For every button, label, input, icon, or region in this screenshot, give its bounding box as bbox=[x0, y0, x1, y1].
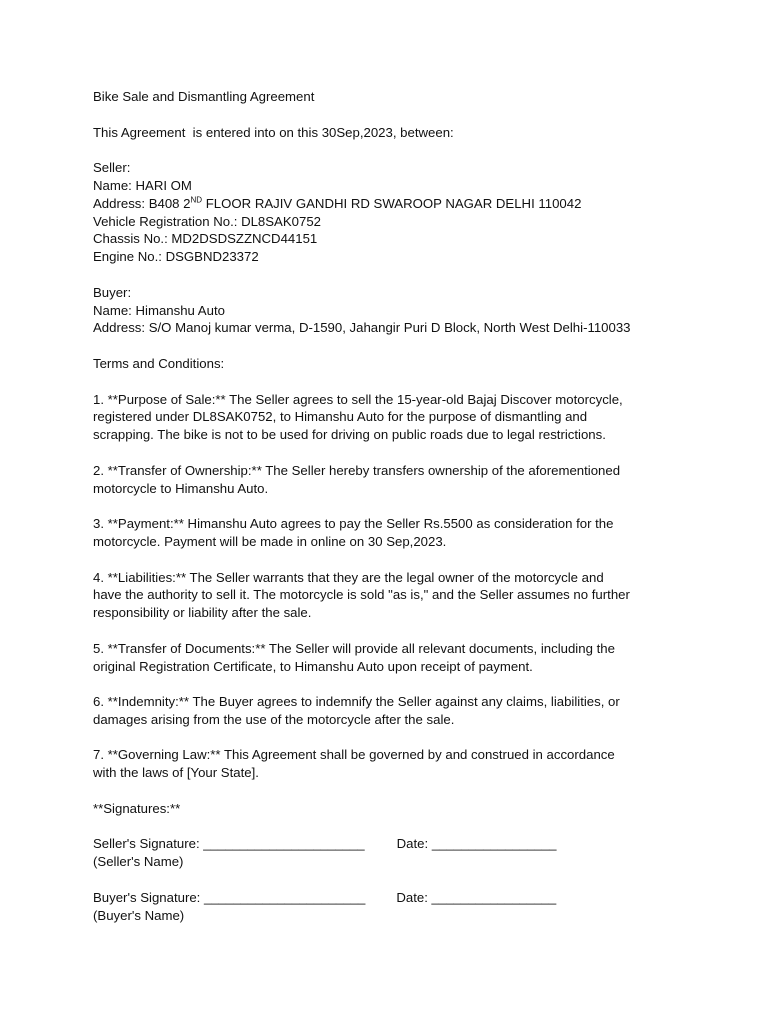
seller-name: Name: HARI OM bbox=[93, 177, 192, 193]
vehicle-registration: Vehicle Registration No.: DL8SAK0752 bbox=[93, 213, 321, 229]
term-line: scrapping. The bike is not to be used for driving on public roads due to legal restrictions. bbox=[93, 427, 606, 443]
seller-address bbox=[93, 195, 743, 213]
term-transfer-of-documents bbox=[93, 640, 743, 676]
term-line: 7. **Governing Law:** This Agreement shall be governed by and construed in accordance bbox=[93, 747, 615, 763]
term-governing-law bbox=[93, 746, 743, 782]
document-title: Bike Sale and Dismantling Agreement bbox=[93, 89, 315, 104]
seller-signature-line: Seller's Signature: ______________________ bbox=[93, 836, 365, 852]
intro-line: This Agreement is entered into on this 30Sep,2023, between: bbox=[93, 124, 454, 140]
seller-address-rest: FLOOR RAJIV GANDHI RD SWAROOP NAGAR DELHI 110042 bbox=[202, 195, 582, 211]
term-line: responsibility or liability after the sale. bbox=[93, 605, 312, 621]
term-indemnity bbox=[93, 693, 743, 729]
term-payment bbox=[93, 515, 743, 551]
buyer-date-line: Date: _________________ bbox=[396, 889, 557, 905]
buyer-signature-row bbox=[93, 889, 743, 907]
term-line: motorcycle. Payment will be made in online on 30 Sep,2023. bbox=[93, 533, 447, 549]
seller-section bbox=[93, 159, 743, 266]
buyer-name-caption: (Buyer's Name) bbox=[93, 907, 185, 923]
chassis-number: Chassis No.: MD2DSDSZZNCD44151 bbox=[93, 231, 318, 247]
buyer-signature-block bbox=[93, 889, 743, 925]
term-line: with the laws of [Your State]. bbox=[93, 765, 259, 781]
term-line: 4. **Liabilities:** The Seller warrants that they are the legal owner of the motorcycle and bbox=[93, 569, 604, 585]
seller-heading: Seller: bbox=[93, 160, 131, 176]
seller-signature-row bbox=[93, 835, 743, 853]
seller-address-superscript: ND bbox=[190, 195, 203, 205]
term-line: registered under DL8SAK0752, to Himanshu Auto for the purpose of dismantling and bbox=[93, 409, 588, 425]
engine-number: Engine No.: DSGBND23372 bbox=[93, 249, 259, 265]
buyer-heading: Buyer: bbox=[93, 284, 132, 300]
term-line: 5. **Transfer of Documents:** The Seller will provide all relevant documents, including the bbox=[93, 640, 615, 656]
seller-name-caption: (Seller's Name) bbox=[93, 854, 184, 870]
buyer-signature-line: Buyer's Signature: ______________________ bbox=[93, 889, 366, 905]
seller-address-prefix: Address: B408 2 bbox=[93, 195, 191, 211]
buyer-name: Name: Himanshu Auto bbox=[93, 302, 225, 318]
term-line: original Registration Certificate, to Himanshu Auto upon receipt of payment. bbox=[93, 658, 533, 674]
term-line: have the authority to sell it. The motorcycle is sold "as is," and the Seller assumes no further bbox=[93, 587, 630, 603]
seller-signature-block bbox=[93, 835, 743, 871]
term-transfer-of-ownership bbox=[93, 462, 743, 498]
signatures-heading: **Signatures:** bbox=[93, 800, 181, 816]
term-liabilities bbox=[93, 569, 743, 622]
seller-date-line: Date: _________________ bbox=[396, 836, 557, 852]
term-line: 2. **Transfer of Ownership:** The Seller hereby transfers ownership of the aforementioned bbox=[93, 462, 621, 478]
term-line: 3. **Payment:** Himanshu Auto agrees to pay the Seller Rs.5500 as consideration for the bbox=[93, 516, 614, 532]
term-line: motorcycle to Himanshu Auto. bbox=[93, 480, 269, 496]
buyer-address: Address: S/O Manoj kumar verma, D-1590, Jahangir Puri D Block, North West Delhi-110033 bbox=[93, 320, 631, 336]
term-line: damages arising from the use of the motorcycle after the sale. bbox=[93, 711, 455, 727]
term-line: 1. **Purpose of Sale:** The Seller agrees to sell the 15-year-old Bajaj Discover motorcycle, bbox=[93, 391, 623, 407]
agreement-body bbox=[93, 88, 743, 924]
term-line: 6. **Indemnity:** The Buyer agrees to indemnify the Seller against any claims, liabilities, or bbox=[93, 694, 620, 710]
term-purpose-of-sale bbox=[93, 391, 743, 444]
buyer-section bbox=[93, 284, 743, 337]
terms-heading: Terms and Conditions: bbox=[93, 355, 225, 371]
